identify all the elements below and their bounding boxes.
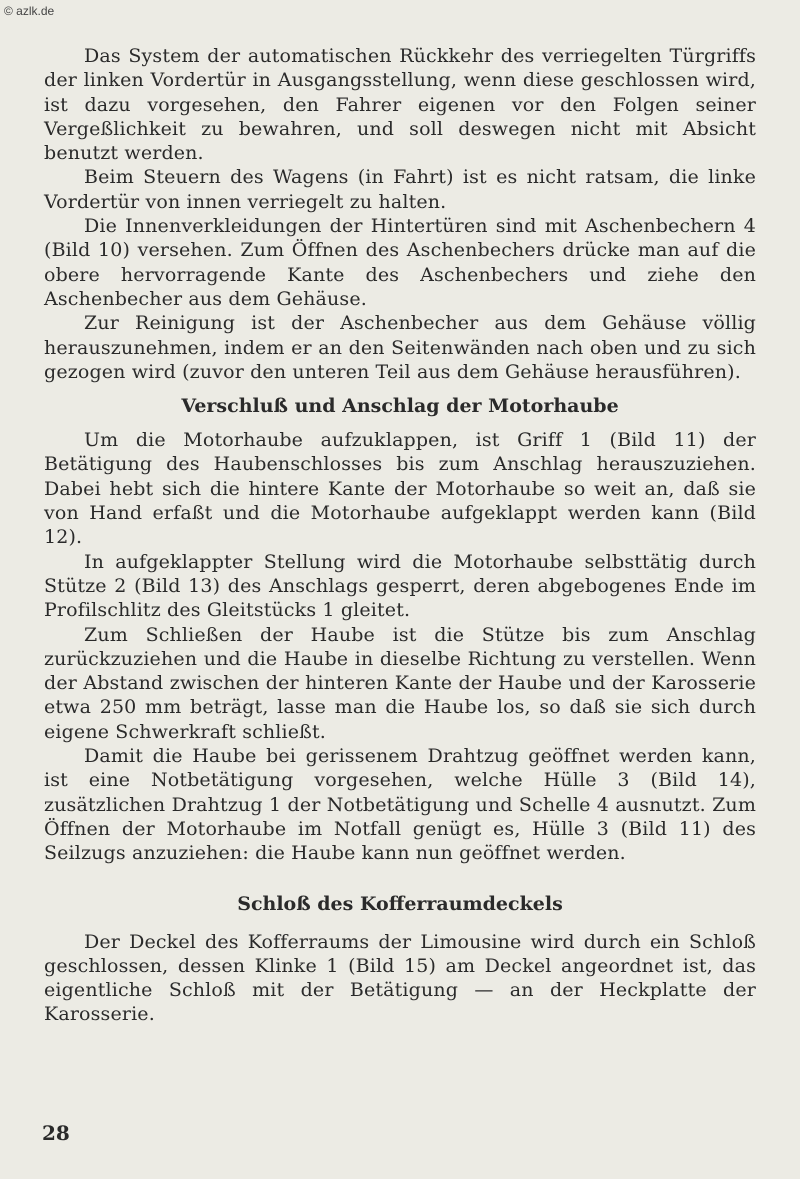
- paragraph: Beim Steuern des Wagens (in Fahrt) ist es nicht ratsam, die linke Vordertür von innen verriegelt zu halten.: [44, 166, 756, 213]
- watermark: © azlk.de: [4, 4, 55, 18]
- paragraph: Der Deckel des Kofferraums der Limousine wird durch ein Schloß geschlossen, dessen Klinke 1 (Bild 15) am Deckel angeordnet ist, das eigentliche Schloß mit der Betätigung — an der Heckplatte der Karosserie.: [44, 930, 756, 1026]
- section-heading-trunk-lock: Schloß des Kofferraumdeckels: [237, 892, 563, 915]
- paragraph: Um die Motorhaube aufzuklappen, ist Griff 1 (Bild 11) der Betätigung des Haubenschlosses bis zum Anschlag herauszuziehen. Dabei hebt sich die hintere Kante der Motorhaube so weit an, daß sie von Hand erfaßt und die Motorhaube aufgeklappt werden kann (Bild 12).: [44, 429, 756, 549]
- section-heading-hood-lock: Verschluß und Anschlag der Motorhaube: [181, 395, 619, 418]
- paragraph: Die Innenverkleidungen der Hintertüren sind mit Aschenbechern 4 (Bild 10) versehen. Zum Öffnen des Aschenbechers drücke man auf die obere hervorragende Kante des Aschenbechers und ziehe den Aschenbecher aus dem Gehäuse.: [44, 215, 756, 310]
- paragraph: Damit die Haube bei gerissenem Drahtzug geöffnet werden kann, ist eine Notbetätigung vorgesehen, welche Hülle 3 (Bild 14), zusätzlichen Drahtzug 1 der Notbetätigung und Schelle 4 ausnutzt. Zum Öffnen der Motorhaube im Notfall genügt es, Hülle 3 (Bild 11) des Seilzugs anzuziehen: die Haube kann nun geöffnet werden.: [44, 745, 756, 865]
- paragraph: Zum Schließen der Haube ist die Stütze bis zum Anschlag zurückzuziehen und die Haube in dieselbe Richtung zu verstellen. Wenn der Abstand zwischen der hinteren Kante der Haube und der Karosserie etwa 250 mm beträgt, lasse man die Haube los, so daß sie sich durch eigene Schwerkraft schließt.: [44, 623, 756, 743]
- paragraph: In aufgeklappter Stellung wird die Motorhaube selbsttätig durch Stütze 2 (Bild 13) des Anschlags gesperrt, deren abgebogenes Ende im Profilschlitz des Gleitstücks 1 gleitet.: [44, 550, 756, 622]
- paragraph: Das System der automatischen Rückkehr des verriegelten Türgriffs der linken Vordertür in Ausgangsstellung, wenn diese geschlossen wird, ist dazu vorgesehen, den Fahrer eigenen vor den Folgen seiner Vergeßlichkeit zu bewahren, und soll deswegen nicht mit Absicht benutzt werden.: [44, 45, 756, 165]
- page-number: 28: [42, 1121, 70, 1145]
- paragraph: Zur Reinigung ist der Aschenbecher aus dem Gehäuse völlig herauszunehmen, indem er an den Seitenwänden nach oben und zu sich gezogen wird (zuvor den unteren Teil aus dem Gehäuse herausführen).: [44, 312, 756, 383]
- page-body: [44, 44, 756, 1027]
